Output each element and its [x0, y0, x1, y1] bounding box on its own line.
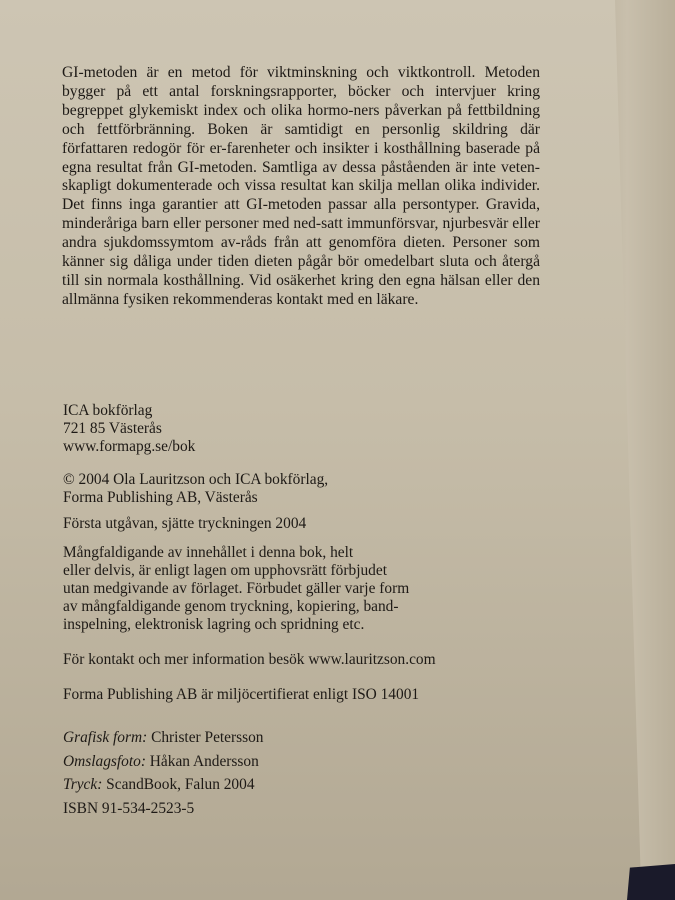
contact-line: För kontakt och mer information besök www.lauritzson.com [63, 651, 436, 668]
credit-label: Tryck: [63, 776, 103, 793]
rights-line: Mångfaldigande av innehållet i denna bok, helt [63, 544, 354, 561]
credit-value: Christer Petersson [147, 729, 264, 746]
adjacent-page [595, 0, 675, 900]
rights-line: eller delvis, är enligt lagen om upphovsrätt förbjudet [63, 562, 387, 579]
edition-line: Första utgåvan, sjätte tryckningen 2004 [63, 515, 307, 532]
copyright-line: © 2004 Ola Lauritzson och ICA bokförlag, [63, 471, 329, 488]
isbn: ISBN 91-534-2523-5 [63, 799, 195, 817]
credits-block [63, 726, 264, 820]
disclaimer-paragraph: GI-metoden är en metod för viktminskning och viktkontroll. Metoden bygger på ett antal forskningsrapporter, böcker och intervjuer kring begreppet glykemiskt index och olika hormo-ners påverkan på fettbildning och fettförbränning. Boken är samtidigt en personlig skildring där författaren redogör för er-farenheter och insikter i kosthållning baserade på egna resultat från GI-metoden. Samtliga av dessa påståenden är inte veten-skapligt dokumenterade och vissa resultat kan skilja mellan olika individer. Det finns inga garantier att GI-metoden passar alla persontyper. Gravida, minderåriga barn eller personer med ned-satt immunförsvar, njurbesvär eller andra sjukdomssymtom av-råds från att genomföra dieten. Personer som känner sig dåliga under tiden dieten pågår bör omedelbart sluta och återgå till sin normala kosthållning. Vid osäkerhet kring den egna hälsan eller den allmänna fysiken rekommenderas kontakt med en läkare. [62, 64, 540, 308]
publisher-block [63, 402, 195, 456]
publisher-address: 721 85 Västerås [63, 420, 162, 437]
credit-value: Håkan Andersson [145, 752, 259, 770]
rights-block [63, 544, 409, 634]
publisher-name: ICA bokförlag [63, 402, 153, 419]
certification-line: Forma Publishing AB är miljöcertifierat enligt ISO 14001 [63, 686, 420, 703]
publisher-url: www.formapg.se/bok [63, 438, 196, 455]
rights-line: inspelning, elektronisk lagring och spridning etc. [63, 616, 365, 633]
credit-value: ScandBook, Falun 2004 [102, 776, 255, 793]
rights-line: av mångfaldigande genom tryckning, kopiering, band- [63, 598, 399, 615]
copyright-block [63, 471, 328, 507]
copyright-line: Forma Publishing AB, Västerås [63, 489, 258, 506]
background-surface [627, 864, 675, 900]
credit-print [63, 773, 264, 797]
credit-label: Grafisk form: [63, 729, 148, 746]
credit-design [63, 726, 264, 750]
credit-cover-photo [63, 750, 264, 774]
credit-label: Omslagsfoto: [63, 752, 146, 770]
rights-line: utan medgivande av förlaget. Förbudet gäller varje form [63, 580, 410, 597]
